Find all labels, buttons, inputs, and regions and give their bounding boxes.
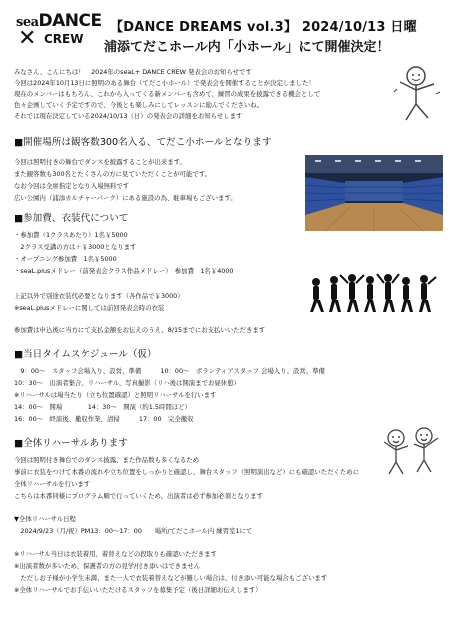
event-title: 【DANCE DREAMS vol.3】 2024/10/13 日曜 bbox=[110, 20, 417, 35]
venue-line: また観客数も300名とたくさんの方に見ていただくことが可能です。 bbox=[14, 170, 212, 178]
schedule-line: 9：00～ スタッフ会場入り、設営、準備 10：00～ ボランティアスタッフ 会場入り、設営、準備 bbox=[14, 367, 325, 375]
dancing-figure-icon bbox=[388, 62, 444, 126]
rehearsal-date-heading: ▼全体リハーサル日程 bbox=[14, 515, 76, 523]
intro-line: それでは現在決定している2024/10/13（日）の発表会の詳細をお知らせします bbox=[14, 112, 243, 120]
rehearsal-note: ※出演者数が多いため、保護者の方の見学/付き添いはできません bbox=[14, 562, 201, 570]
venue-heading: ■開催場所は観客数300名入る、てだこ小ホールとなります bbox=[14, 137, 272, 148]
schedule-line: 16：00～ 終演後、撤収作業、清掃 17：00 完全撤収 bbox=[14, 415, 194, 423]
fees-heading: ■参加費、衣装代について bbox=[14, 213, 129, 224]
cheering-figures-icon bbox=[380, 422, 444, 476]
logo-dance: DANCE bbox=[38, 11, 102, 31]
logo-mark: ✕ bbox=[18, 26, 37, 51]
venue-line: なお今回は全席指定となり入場無料です bbox=[14, 182, 130, 190]
schedule-line: ※リハーサルは場当たり（立ち位置確認）と照明リハーサルを行います bbox=[14, 391, 217, 399]
rehearsal-line: こちらは本番同様にプログラム順で行っていくため、出演者は必ず参加必須となります bbox=[14, 492, 263, 500]
intro-line: 現在のメンバーはもちろん、これから入ってくる新メンバーも含めて、練習の成果を披露できる機会として bbox=[14, 90, 321, 98]
hall-photo bbox=[305, 155, 443, 231]
venue-line: 今回は照明付きの舞台でダンスを披露することが出来ます。 bbox=[14, 158, 186, 166]
fee-note: ※seaL.plusメドレーに関しては前回発表会時の衣装 bbox=[14, 304, 165, 312]
rehearsal-line: 今回は照明付き舞台でのダンス披露、また作品数も多くなるため bbox=[14, 456, 200, 464]
intro-line: 色々企画していく予定ですので、今後とも楽しみにしてレッスンに励んでくださいね。 bbox=[14, 101, 264, 109]
fee-line: ・オープニング参加費 1名￥5000 bbox=[14, 255, 117, 263]
fee-note: 上記以外で別途衣装代必要となります（各作品で￥3000） bbox=[14, 292, 184, 300]
logo-sea: sea bbox=[16, 15, 39, 30]
fee-line: ・参加費（1クラスあたり）1名￥5000 bbox=[14, 231, 128, 239]
fee-line: 2クラス受講の方は＋￥3000となります bbox=[14, 243, 137, 251]
logo-crew: CREW bbox=[44, 32, 84, 46]
rehearsal-note: ただしお子様が小学生未満、また一人で衣装着替えなどが難しい場合は、付き添い可能な場合もございます bbox=[14, 574, 328, 582]
seal-dance-crew-logo bbox=[16, 11, 102, 56]
schedule-line: 10：30～ 出演者集合、リハーサル、写真撮影（リハ後は開演までお昼休憩） bbox=[14, 379, 240, 387]
rehearsal-line: 全体リハーサルを行います bbox=[14, 480, 91, 488]
rehearsal-note: ※リハーサル当日は衣装着用、着替えなどの段取りも確認いただきます bbox=[14, 550, 217, 558]
schedule-line: 14：00～ 開場 14：30～ 開演（約1.5時間ほど） bbox=[14, 403, 191, 411]
payment-note: 参加費は申込後に当方にて支払金額をお伝えのうえ、8/15までにお支払いいただきます bbox=[14, 326, 266, 334]
group-illustration bbox=[302, 268, 444, 316]
intro-line: みなさん、こんにちは！ 2024年のseaL+ DANCE CREW 発表会のお知らせです bbox=[14, 68, 252, 76]
header bbox=[14, 10, 442, 58]
rehearsal-note: ※全体リハーサルでお手伝いいただけるスタッフを募集予定（後日詳細お伝えします） bbox=[14, 586, 262, 594]
rehearsal-heading: ■全体リハーサルあります bbox=[14, 438, 128, 449]
fee-line: ・seaL.plusメドレー（前発表会クラス作品メドレー） 参加費 1名￥4000 bbox=[14, 267, 234, 275]
intro-line: 今回は2024年10月13日に照明のある舞台（てだこ小ホール）で発表会を開催することが決定しました！ bbox=[14, 79, 315, 87]
rehearsal-line: 事前に衣装をつけて本番の流れや立ち位置をしっかりと確認し、舞台スタッフ（照明演出など）にも確認いただくために bbox=[14, 468, 360, 476]
event-subtitle: 浦添てだこホール内「小ホール」にて開催決定！ bbox=[104, 40, 390, 55]
rehearsal-date: 2024/9/23（月/祝）PM13：00～17：00 場所/てだこホール内 練習室1にて bbox=[14, 527, 253, 535]
schedule-heading: ■当日タイムスケジュール（仮） bbox=[14, 349, 157, 360]
venue-line: 広い公園内（浦添カルチャーパーク）にある施設の為、駐車場もございます。 bbox=[14, 194, 237, 202]
